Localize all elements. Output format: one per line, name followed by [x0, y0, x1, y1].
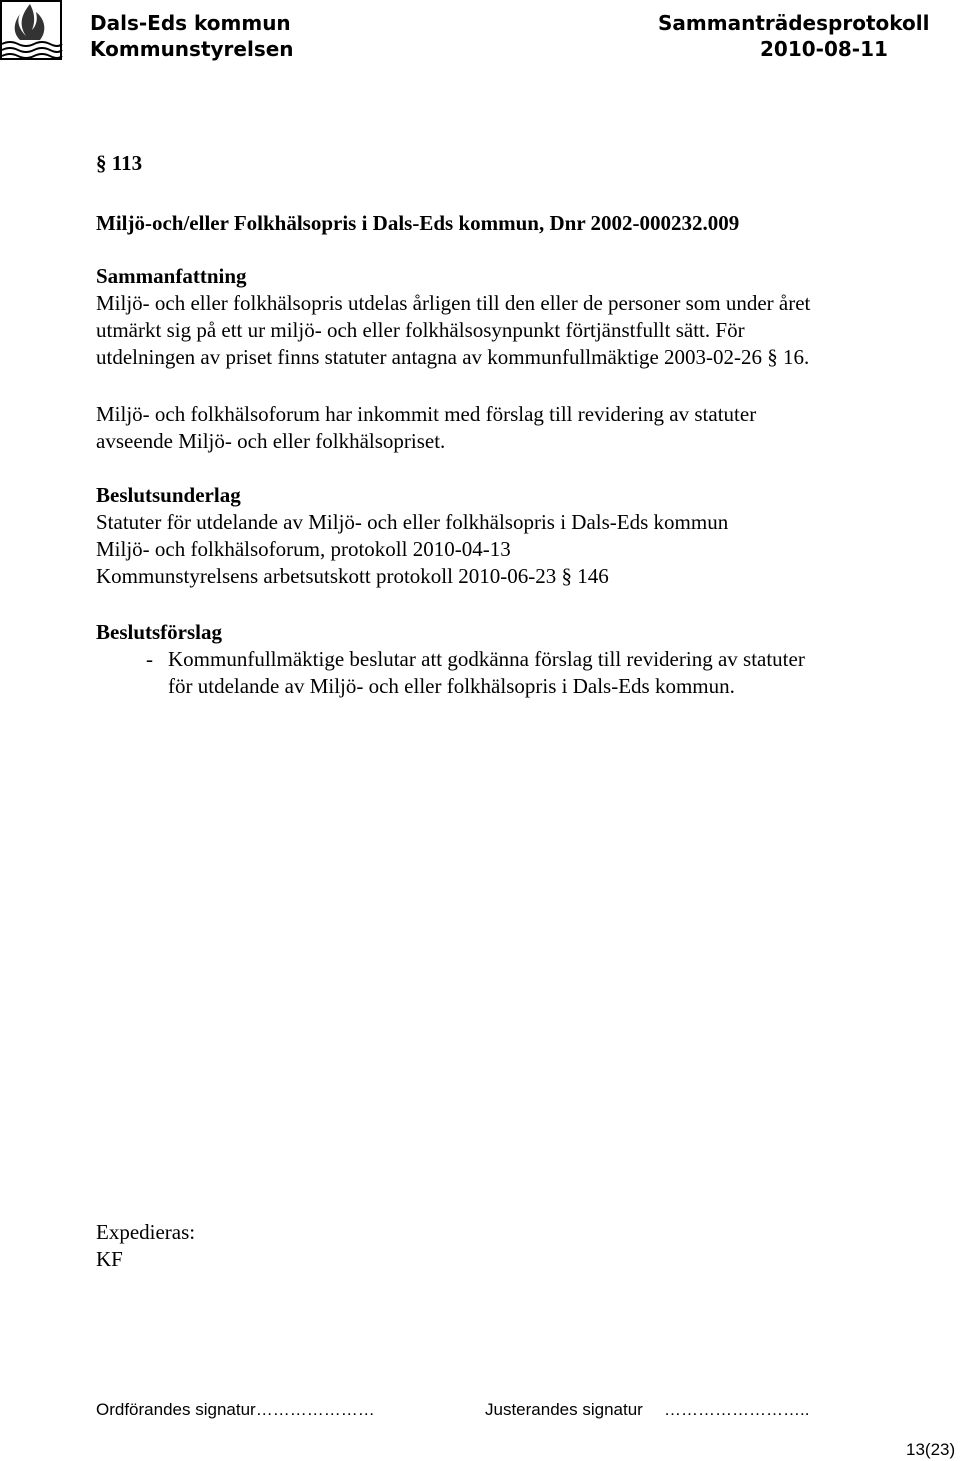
summary-heading: Sammanfattning: [96, 264, 247, 288]
summary-para2-line: avseende Miljö- och eller folkhälsopriset.: [96, 429, 446, 453]
dispatch-label: Expedieras:: [96, 1220, 196, 1244]
adjuster-signature-label: Justerandes signatur: [485, 1400, 643, 1419]
doc-type: Sammanträdesprotokoll: [658, 11, 930, 35]
page-number: 13(23): [906, 1440, 956, 1459]
basis-item: Miljö- och folkhälsoforum, protokoll 2010-04-13: [96, 537, 511, 561]
org-name: Dals-Eds kommun: [90, 11, 291, 35]
adjuster-signature-line: ……………………..: [664, 1400, 810, 1419]
section-number: § 113: [96, 151, 143, 175]
chair-signature: Ordförandes signatur…………………: [96, 1400, 375, 1419]
proposal-heading: Beslutsförslag: [96, 620, 222, 644]
summary-line: utmärkt sig på ett ur miljö- och eller folkhälsosynpunkt förtjänstfullt sätt. För: [96, 318, 745, 342]
proposal-line: för utdelande av Miljö- och eller folkhälsopris i Dals-Eds kommun.: [168, 674, 735, 698]
section-title: Miljö-och/eller Folkhälsopris i Dals-Eds kommun, Dnr 2002-000232.009: [96, 211, 740, 235]
basis-item: Statuter för utdelande av Miljö- och eller folkhälsopris i Dals-Eds kommun: [96, 510, 729, 534]
summary-para2-line: Miljö- och folkhälsoforum har inkommit med förslag till revidering av statuter: [96, 402, 757, 426]
municipality-logo: [0, 0, 70, 62]
dispatch-recipient: KF: [96, 1247, 123, 1271]
proposal-bullet: -: [146, 647, 153, 671]
doc-date: 2010-08-11: [760, 37, 888, 61]
basis-heading: Beslutsunderlag: [96, 483, 241, 507]
basis-item: Kommunstyrelsens arbetsutskott protokoll 2010-06-23 § 146: [96, 564, 609, 588]
summary-line: Miljö- och eller folkhälsopris utdelas årligen till den eller de personer som under året: [96, 291, 811, 315]
proposal-line: Kommunfullmäktige beslutar att godkänna förslag till revidering av statuter: [168, 647, 805, 671]
body-name: Kommunstyrelsen: [90, 37, 294, 61]
summary-line: utdelningen av priset finns statuter antagna av kommunfullmäktige 2003-02-26 § 16.: [96, 345, 810, 369]
